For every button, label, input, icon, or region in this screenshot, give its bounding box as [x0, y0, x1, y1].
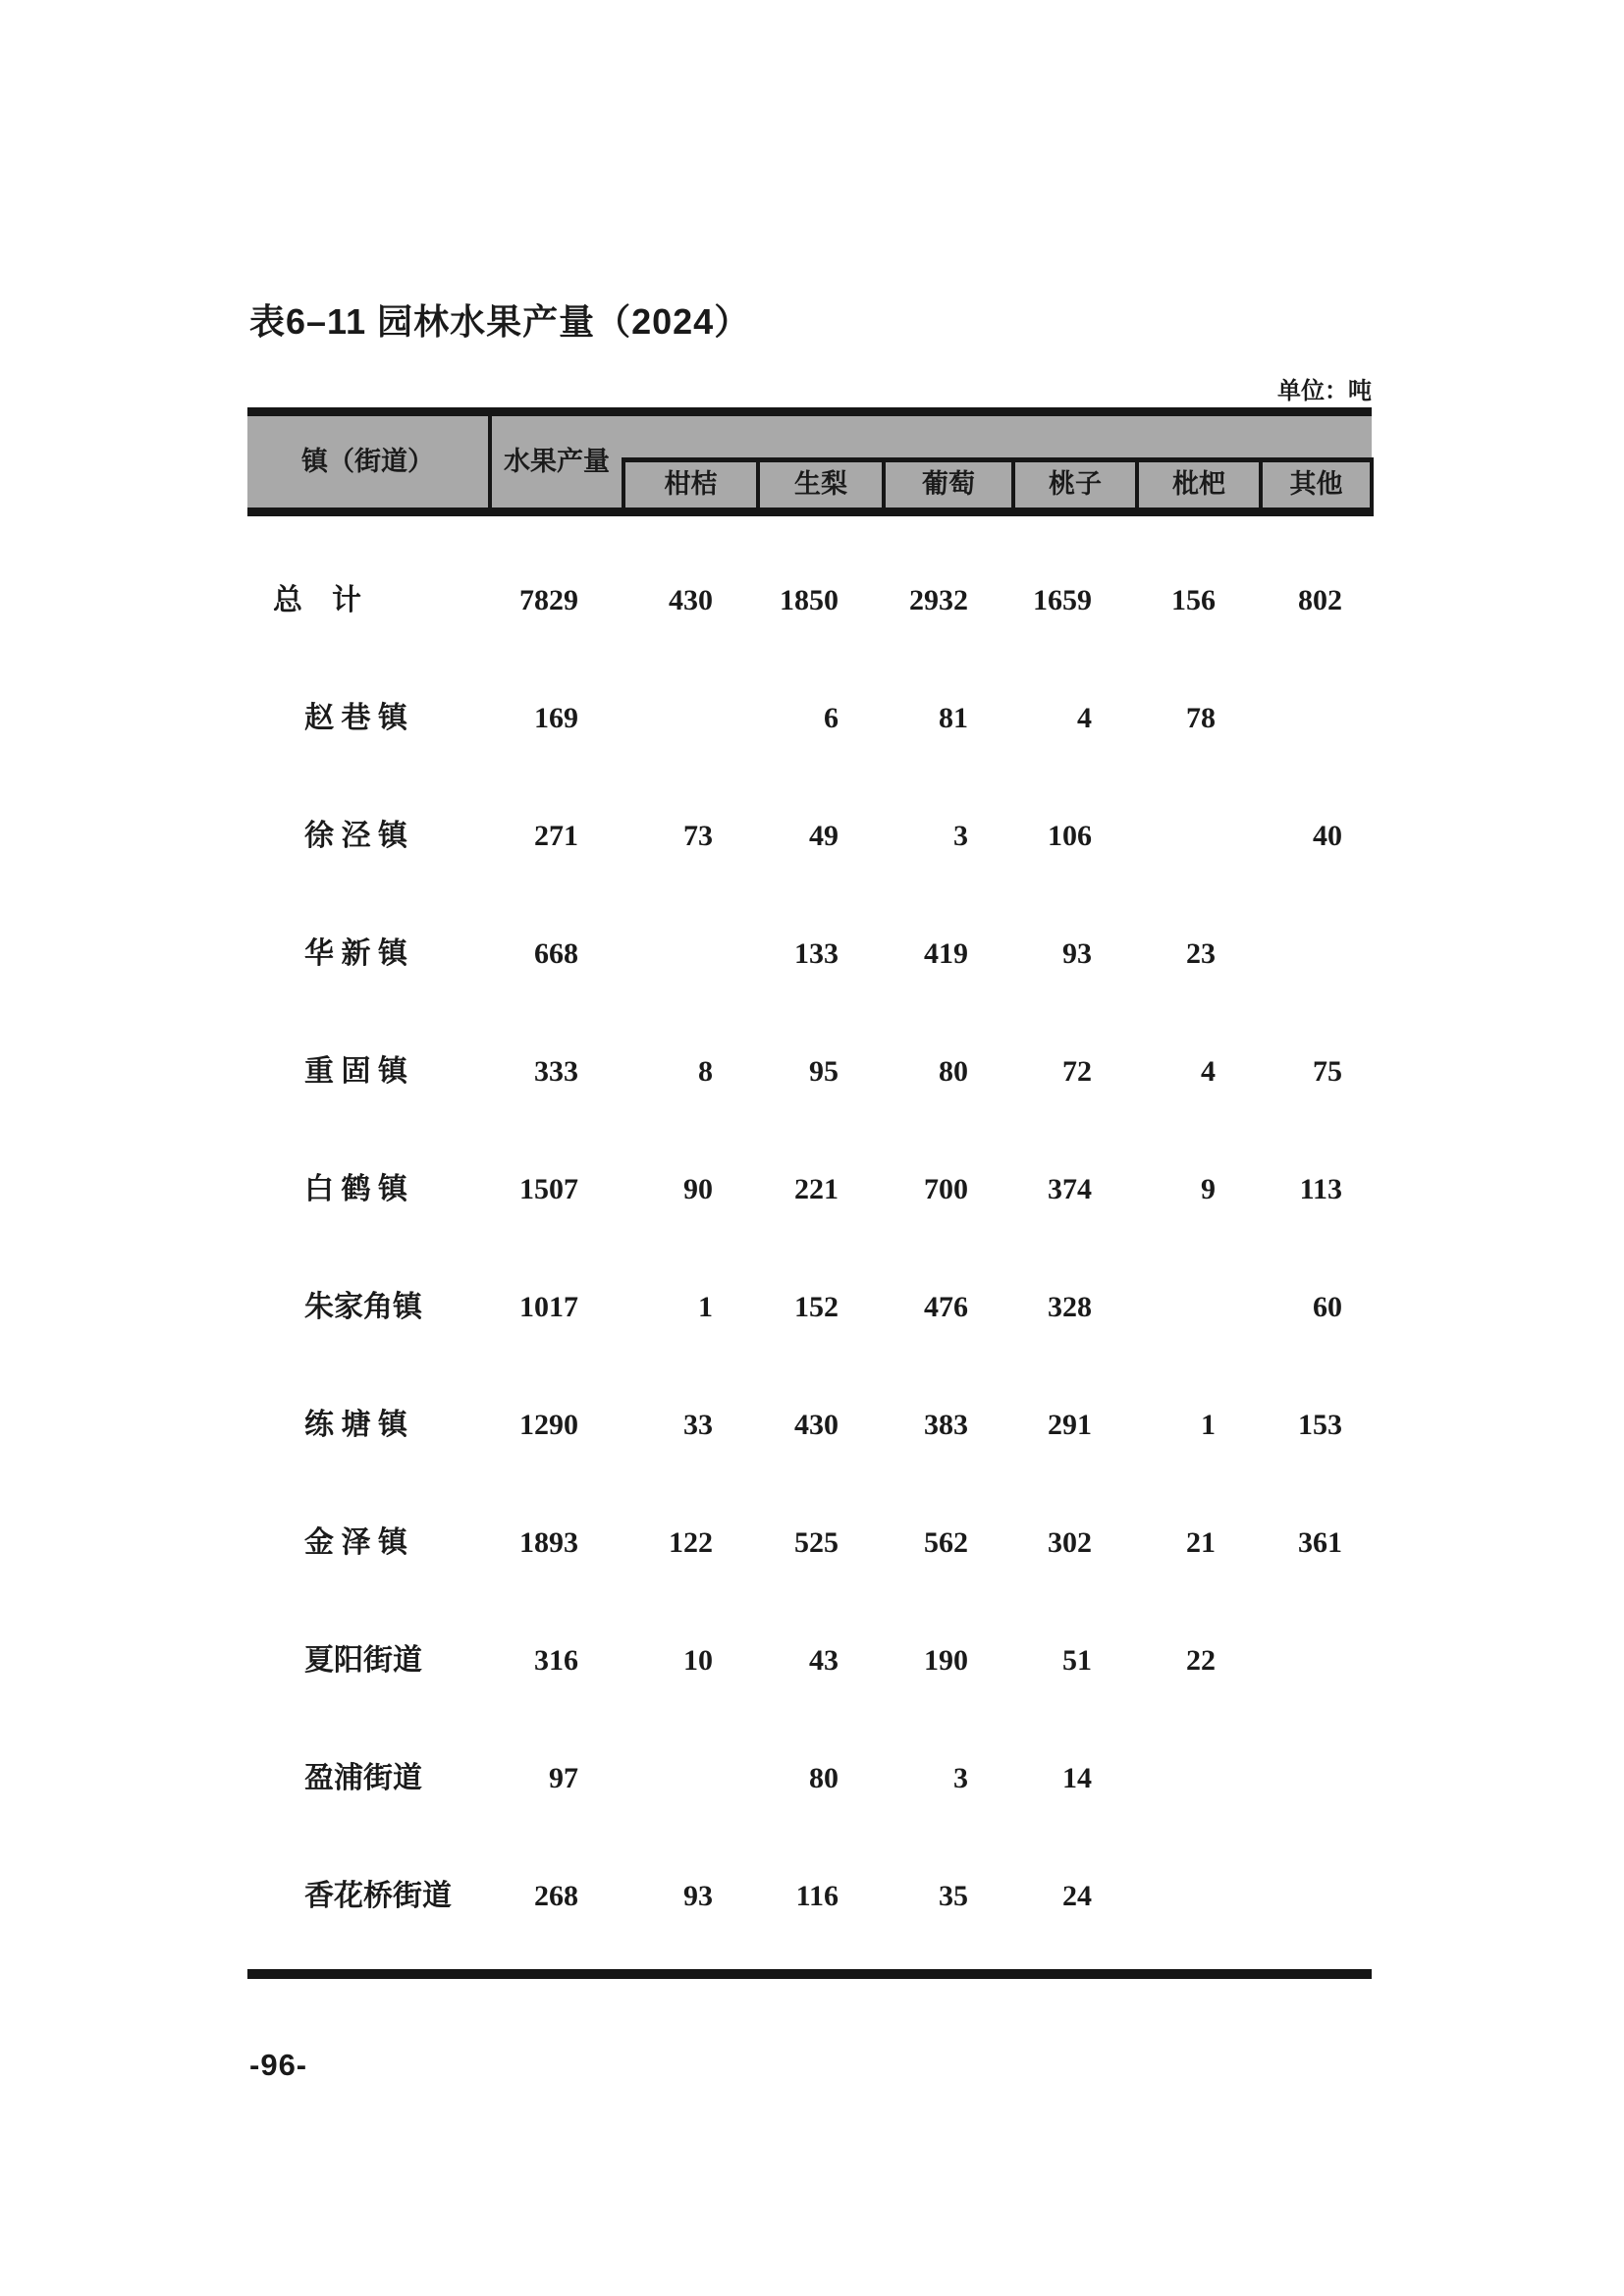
- value-cell: 97: [549, 1762, 578, 1794]
- value-cell: 49: [809, 820, 839, 852]
- value-cell: 152: [794, 1291, 839, 1323]
- value-cell: [1261, 1838, 1372, 1955]
- value-cell: 4: [1201, 1055, 1216, 1088]
- value-cell: 35: [939, 1880, 968, 1912]
- value-cell: 316: [534, 1644, 578, 1677]
- value-cell: 419: [924, 937, 968, 970]
- spacer-row: [247, 1955, 1372, 1974]
- spacer-row: [247, 512, 1372, 543]
- row-label: 练 塘 镇: [304, 1409, 407, 1441]
- value-cell: 6: [824, 702, 839, 734]
- value-cell: 361: [1298, 1526, 1342, 1559]
- table-header: [247, 412, 1372, 512]
- value-cell: 333: [534, 1055, 578, 1088]
- header-cell-total-production: 水果产量: [490, 412, 623, 512]
- value-cell: 73: [683, 820, 713, 852]
- value-cell: 302: [1048, 1526, 1092, 1559]
- value-cell: 14: [1062, 1762, 1092, 1794]
- value-cell: 1893: [519, 1526, 578, 1559]
- value-cell: 430: [794, 1409, 839, 1441]
- value-cell: 51: [1062, 1644, 1092, 1677]
- header-cell-loquat: 枇杷: [1137, 460, 1261, 512]
- value-cell: 133: [794, 937, 839, 970]
- table-body: [247, 542, 1372, 1955]
- value-cell: 525: [794, 1526, 839, 1559]
- value-cell: 374: [1048, 1173, 1092, 1205]
- value-cell: [623, 660, 758, 777]
- fruit-production-table: [247, 407, 1374, 1979]
- value-cell: 476: [924, 1291, 968, 1323]
- table-row: [247, 1249, 1372, 1366]
- value-cell: [1261, 1720, 1372, 1838]
- table-row: [247, 1013, 1372, 1131]
- value-cell: 40: [1313, 820, 1342, 852]
- value-cell: [1137, 1720, 1261, 1838]
- value-cell: [1137, 1838, 1261, 1955]
- value-cell: 22: [1186, 1644, 1216, 1677]
- row-label: 白 鹤 镇: [304, 1173, 407, 1205]
- header-row-top: [247, 412, 1372, 460]
- row-label: 重 固 镇: [304, 1055, 407, 1088]
- value-cell: 43: [809, 1644, 839, 1677]
- value-cell: 1: [1201, 1409, 1216, 1441]
- value-cell: 3: [953, 820, 968, 852]
- value-cell: 271: [534, 820, 578, 852]
- value-cell: 268: [534, 1880, 578, 1912]
- value-cell: [1261, 660, 1372, 777]
- table-row: [247, 1366, 1372, 1484]
- table-row: [247, 1720, 1372, 1838]
- unit-label: 单位：吨: [1277, 378, 1372, 404]
- value-cell: 8: [698, 1055, 713, 1088]
- value-cell: 153: [1298, 1409, 1342, 1441]
- row-label: 总 计: [273, 584, 361, 616]
- table-row: [247, 895, 1372, 1013]
- row-label: 赵 巷 镇: [304, 702, 407, 734]
- value-cell: 90: [683, 1173, 713, 1205]
- value-cell: [1261, 1602, 1372, 1720]
- value-cell: 93: [683, 1880, 713, 1912]
- header-cell-peach: 桃子: [1013, 460, 1137, 512]
- row-label: 盈浦街道: [304, 1762, 422, 1794]
- header-cell-other: 其他: [1261, 460, 1372, 512]
- value-cell: 156: [1171, 584, 1216, 616]
- value-cell: 23: [1186, 937, 1216, 970]
- table-row: [247, 660, 1372, 777]
- value-cell: 1: [698, 1291, 713, 1323]
- value-cell: 122: [669, 1526, 713, 1559]
- value-cell: [1137, 777, 1261, 895]
- value-cell: 93: [1062, 937, 1092, 970]
- value-cell: 116: [795, 1880, 839, 1912]
- value-cell: 9: [1201, 1173, 1216, 1205]
- value-cell: 7829: [519, 584, 578, 616]
- table-row: [247, 777, 1372, 895]
- value-cell: 60: [1313, 1291, 1342, 1323]
- value-cell: 80: [809, 1762, 839, 1794]
- value-cell: 1507: [519, 1173, 578, 1205]
- header-cell-grape: 葡萄: [884, 460, 1013, 512]
- value-cell: [623, 895, 758, 1013]
- value-cell: 562: [924, 1526, 968, 1559]
- table-body-spacer-top: [247, 512, 1372, 543]
- value-cell: 802: [1298, 584, 1342, 616]
- header-cell-citrus: 柑桔: [623, 460, 758, 512]
- value-cell: 95: [809, 1055, 839, 1088]
- page-number: -96-: [249, 2048, 308, 2082]
- value-cell: 24: [1062, 1880, 1092, 1912]
- value-cell: 21: [1186, 1526, 1216, 1559]
- value-cell: 700: [924, 1173, 968, 1205]
- value-cell: 2932: [909, 584, 968, 616]
- header-cell-fruit-group: [623, 412, 1372, 460]
- table-row: [247, 1484, 1372, 1602]
- header-cell-pear: 生梨: [758, 460, 884, 512]
- value-cell: 3: [953, 1762, 968, 1794]
- value-cell: 80: [939, 1055, 968, 1088]
- value-cell: 75: [1313, 1055, 1342, 1088]
- value-cell: [1137, 1249, 1261, 1366]
- value-cell: 383: [924, 1409, 968, 1441]
- value-cell: 190: [924, 1644, 968, 1677]
- value-cell: 1017: [519, 1291, 578, 1323]
- value-cell: [1261, 895, 1372, 1013]
- value-cell: 106: [1048, 820, 1092, 852]
- table-row: [247, 1838, 1372, 1955]
- row-label: 金 泽 镇: [304, 1526, 407, 1559]
- table-body-spacer-bottom: [247, 1955, 1372, 1974]
- value-cell: 221: [794, 1173, 839, 1205]
- value-cell: 291: [1048, 1409, 1092, 1441]
- header-cell-region: 镇（街道）: [247, 412, 490, 512]
- value-cell: 668: [534, 937, 578, 970]
- value-cell: 328: [1048, 1291, 1092, 1323]
- row-label: 徐 泾 镇: [304, 820, 407, 852]
- value-cell: 78: [1186, 702, 1216, 734]
- value-cell: 10: [683, 1644, 713, 1677]
- row-label: 朱家角镇: [304, 1291, 422, 1323]
- table-row: [247, 1602, 1372, 1720]
- row-label: 夏阳街道: [304, 1644, 422, 1677]
- table-row: [247, 542, 1372, 660]
- value-cell: 81: [939, 702, 968, 734]
- row-label: 香花桥街道: [304, 1880, 452, 1912]
- value-cell: [623, 1720, 758, 1838]
- value-cell: 113: [1299, 1173, 1342, 1205]
- value-cell: 33: [683, 1409, 713, 1441]
- value-cell: 1659: [1033, 584, 1092, 616]
- row-label: 华 新 镇: [304, 937, 407, 970]
- value-cell: 1850: [780, 584, 839, 616]
- table-row: [247, 1131, 1372, 1249]
- value-cell: 1290: [519, 1409, 578, 1441]
- table-title: 表6–11 园林水果产量（2024）: [249, 301, 751, 342]
- value-cell: 169: [534, 702, 578, 734]
- value-cell: 430: [669, 584, 713, 616]
- value-cell: 72: [1062, 1055, 1092, 1088]
- value-cell: 4: [1077, 702, 1092, 734]
